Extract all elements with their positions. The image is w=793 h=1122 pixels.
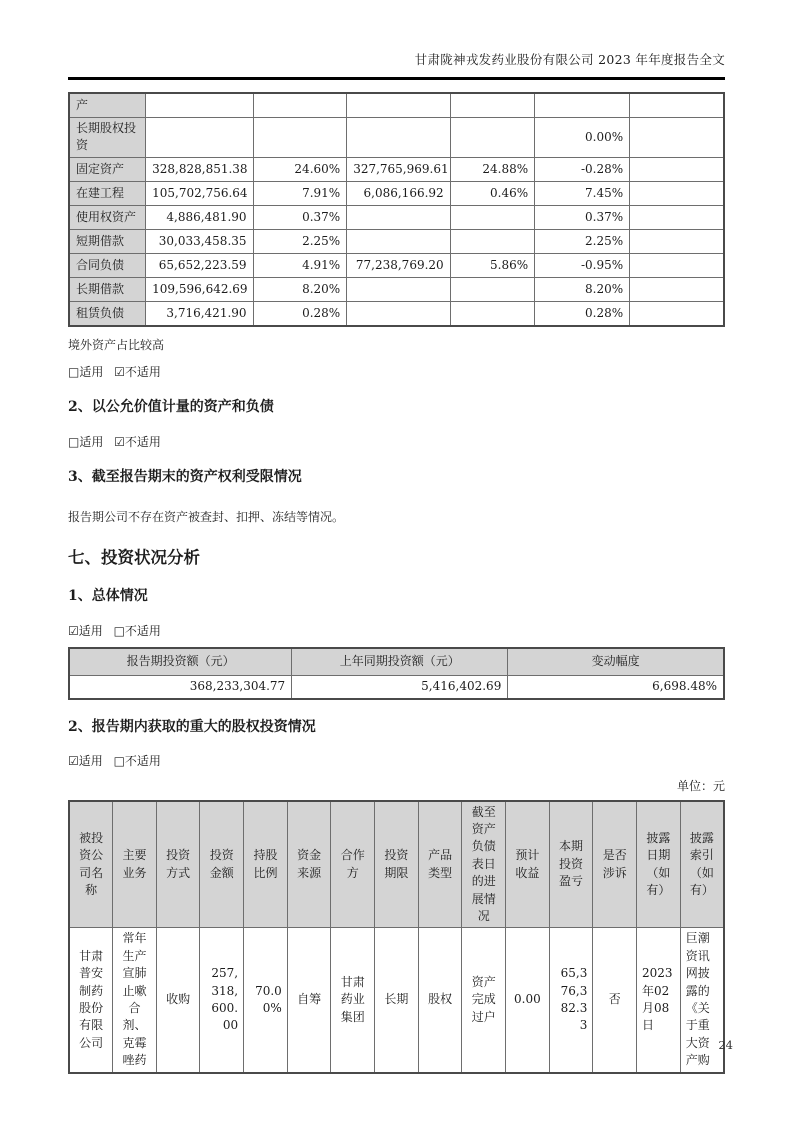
table-cell: 产 [69, 93, 146, 118]
table-cell: 7.91% [253, 181, 347, 205]
investment-overview-table [68, 647, 725, 700]
table-cell: 甘肃药业集团 [331, 928, 375, 1073]
column-header-report-period-investment: 报告期投资额（元） [69, 648, 292, 676]
checkbox-applicable-checked: ☑适用 [68, 753, 103, 768]
column-header-current-period-gain-loss: 本期投资盈亏 [549, 801, 593, 928]
table-cell: 30,033,458.35 [146, 229, 253, 253]
table-cell: 6,086,166.92 [347, 181, 450, 205]
table-cell: 在建工程 [69, 181, 146, 205]
checkbox-not-applicable-checked: ☑不适用 [114, 434, 161, 449]
table-cell [146, 118, 253, 158]
checkbox-applicable-unchecked: □适用 [68, 434, 104, 449]
investment-overview-table-body [69, 675, 724, 699]
column-header-investment-amount: 投资金额 [200, 801, 244, 928]
table-row [69, 928, 724, 1073]
table-cell: 收购 [156, 928, 200, 1073]
table-cell: 2.25% [535, 229, 630, 253]
document-title: 甘肃陇神戎发药业股份有限公司 2023 年年度报告全文 [414, 52, 725, 67]
table-cell: 巨潮资讯网披露的《关于重大资产购 [680, 928, 724, 1073]
column-header-disclosure-date: 披露日期（如有） [637, 801, 681, 928]
column-header-investment-method: 投资方式 [156, 801, 200, 928]
table-cell: 328,828,851.38 [146, 157, 253, 181]
table-cell: 105,702,756.64 [146, 181, 253, 205]
table-cell: 8.20% [253, 277, 347, 301]
table-cell [535, 93, 630, 118]
column-header-change-rate: 变动幅度 [508, 648, 724, 676]
column-header-progress-at-balance-date: 截至资产负债表日的进展情况 [462, 801, 506, 928]
table-cell: 资产完成过户 [462, 928, 506, 1073]
table-cell [347, 205, 450, 229]
table-cell: 327,765,969.61 [347, 157, 450, 181]
table-header-row [69, 801, 724, 928]
column-header-prior-period-investment: 上年同期投资额（元） [292, 648, 508, 676]
table-cell: 4,886,481.90 [146, 205, 253, 229]
table-cell: 0.46% [450, 181, 534, 205]
column-header-partner: 合作方 [331, 801, 375, 928]
table-row [69, 301, 724, 326]
table-cell: 常年生产宣肺止嗽合剂、克霉唑药 [113, 928, 157, 1073]
table-cell: 109,596,642.69 [146, 277, 253, 301]
table-cell: 0.00% [535, 118, 630, 158]
table-row [69, 157, 724, 181]
column-header-shareholding-ratio: 持股比例 [244, 801, 288, 928]
table-cell: 257,318,600.00 [200, 928, 244, 1073]
table-cell: 甘肃普安制药股份有限公司 [69, 928, 113, 1073]
table-header-row [69, 648, 724, 676]
checkbox-applicable-unchecked: □适用 [68, 364, 104, 379]
table-cell: 3,716,421.90 [146, 301, 253, 326]
table-cell [630, 277, 724, 301]
heading-major-equity: 2、报告期内获取的重大的股权投资情况 [68, 718, 316, 735]
column-header-expected-return: 预计收益 [506, 801, 550, 928]
table-cell [630, 301, 724, 326]
table-cell: 24.60% [253, 157, 347, 181]
table-cell: 0.37% [253, 205, 347, 229]
applicability-line-overall [68, 623, 725, 640]
heading-overall-situation: 1、总体情况 [68, 588, 148, 605]
heading-fair-value: 2、以公允价值计量的资产和负债 [68, 399, 274, 416]
checkbox-not-applicable-checked: ☑不适用 [114, 364, 161, 379]
asset-liability-change-table [68, 92, 725, 327]
table-row [69, 675, 724, 699]
table-cell: 24.88% [450, 157, 534, 181]
table-cell: 65,376,382.33 [549, 928, 593, 1073]
table-cell: 5.86% [450, 253, 534, 277]
table-cell: 5,416,402.69 [292, 675, 508, 699]
table-cell [347, 229, 450, 253]
table-cell [630, 181, 724, 205]
checkbox-not-applicable-unchecked: □不适用 [113, 753, 161, 768]
table-cell [630, 93, 724, 118]
table-cell: 77,238,769.20 [347, 253, 450, 277]
heading-investment-analysis: 七、投资状况分析 [68, 547, 200, 567]
column-header-investee-name: 被投资公司名称 [69, 801, 113, 928]
table-cell [450, 205, 534, 229]
column-header-disclosure-index: 披露索引（如有） [680, 801, 724, 928]
page-content [68, 0, 725, 1074]
table-cell: 短期借款 [69, 229, 146, 253]
asset-liability-table-body [69, 93, 724, 326]
column-header-product-type: 产品类型 [418, 801, 462, 928]
overseas-assets-note: 境外资产占比较高 [68, 337, 165, 352]
table-cell: 长期借款 [69, 277, 146, 301]
table-cell: 0.28% [253, 301, 347, 326]
table-row [69, 93, 724, 118]
table-cell [450, 301, 534, 326]
column-header-funding-source: 资金来源 [287, 801, 331, 928]
applicability-line-overseas [68, 364, 725, 381]
table-cell: 7.45% [535, 181, 630, 205]
checkbox-not-applicable-unchecked: □不适用 [113, 623, 161, 638]
table-row [69, 181, 724, 205]
table-cell: 股权 [418, 928, 462, 1073]
column-header-main-business: 主要业务 [113, 801, 157, 928]
table-cell: 固定资产 [69, 157, 146, 181]
column-header-investment-term: 投资期限 [375, 801, 419, 928]
table-cell [347, 118, 450, 158]
table-cell [253, 93, 347, 118]
table-cell: 否 [593, 928, 637, 1073]
checkbox-applicable-checked: ☑适用 [68, 623, 103, 638]
column-header-litigation-involved: 是否涉诉 [593, 801, 637, 928]
major-equity-investment-table-body [69, 928, 724, 1073]
table-cell [347, 301, 450, 326]
table-cell [253, 118, 347, 158]
table-cell: 6,698.48% [508, 675, 724, 699]
restricted-assets-body: 报告期公司不存在资产被查封、扣押、冻结等情况。 [68, 509, 345, 524]
table-cell: 2.25% [253, 229, 347, 253]
table-cell: 0.28% [535, 301, 630, 326]
table-row [69, 229, 724, 253]
unit-label: 单位：元 [676, 778, 725, 793]
table-cell [630, 229, 724, 253]
applicability-line-fair-value [68, 434, 725, 451]
table-cell: 租赁负债 [69, 301, 146, 326]
table-cell [450, 93, 534, 118]
table-cell [630, 157, 724, 181]
table-cell: 长期股权投资 [69, 118, 146, 158]
table-cell [146, 93, 253, 118]
table-cell: 0.00 [506, 928, 550, 1073]
table-cell [630, 118, 724, 158]
table-cell: 2023年02月08日 [637, 928, 681, 1073]
table-cell: 合同负债 [69, 253, 146, 277]
table-cell: 使用权资产 [69, 205, 146, 229]
table-cell [450, 118, 534, 158]
table-cell: 8.20% [535, 277, 630, 301]
table-cell: 65,652,223.59 [146, 253, 253, 277]
table-cell: 4.91% [253, 253, 347, 277]
table-cell [630, 253, 724, 277]
table-cell: 70.00% [244, 928, 288, 1073]
table-cell: 自筹 [287, 928, 331, 1073]
table-cell [347, 277, 450, 301]
table-cell: 0.37% [535, 205, 630, 229]
page-number: 24 [718, 1038, 733, 1052]
heading-restricted-assets: 3、截至报告期末的资产权利受限情况 [68, 469, 302, 486]
table-cell [450, 229, 534, 253]
table-row [69, 253, 724, 277]
table-row [69, 118, 724, 158]
document-header [68, 0, 725, 80]
table-cell [630, 205, 724, 229]
table-cell: 368,233,304.77 [69, 675, 292, 699]
table-cell [347, 93, 450, 118]
table-cell: -0.95% [535, 253, 630, 277]
table-row [69, 205, 724, 229]
table-cell: -0.28% [535, 157, 630, 181]
major-equity-investment-table [68, 800, 725, 1074]
table-row [69, 277, 724, 301]
table-cell: 长期 [375, 928, 419, 1073]
applicability-line-major-equity [68, 753, 725, 770]
table-cell [450, 277, 534, 301]
